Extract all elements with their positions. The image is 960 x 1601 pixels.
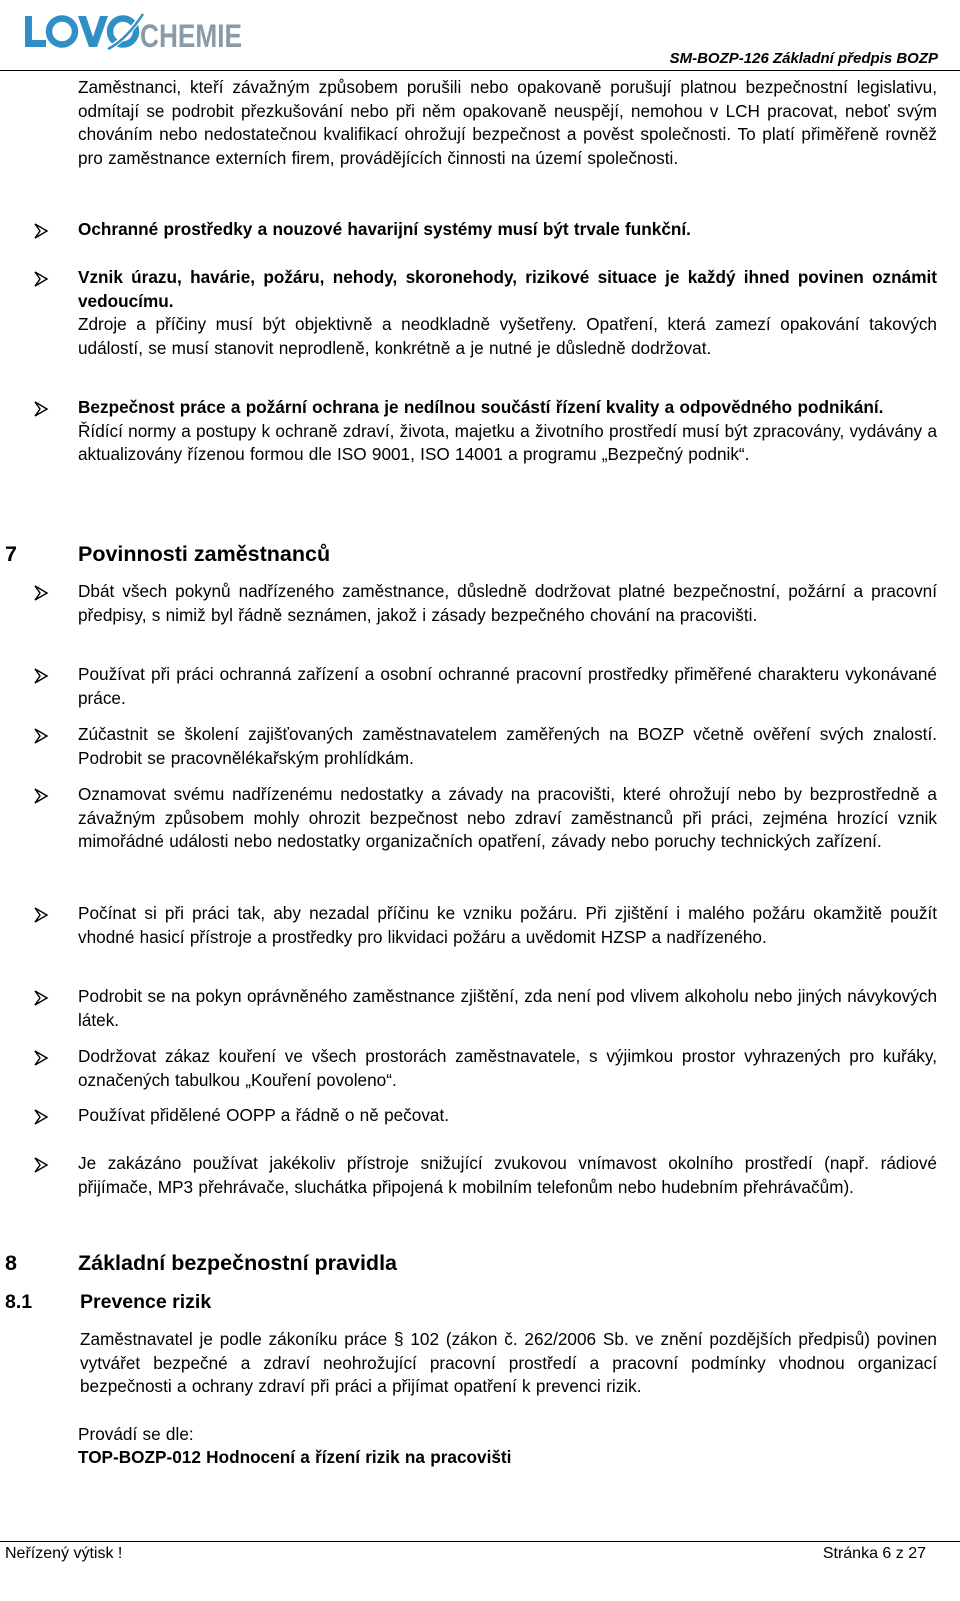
duty-item: Dodržovat zákaz kouření ve všech prostorách zaměstnavatele, s výjimkou prostor vyhrazených pro kuřáky, označených tabulkou „Kouření povoleno“.	[78, 1046, 937, 1090]
section-title: Základní bezpečnostní pravidla	[78, 1251, 397, 1275]
footer-divider	[0, 1541, 960, 1542]
lovochemie-logo	[22, 10, 244, 54]
bullet-arrow-icon	[32, 399, 52, 419]
duty-item: Zúčastnit se školení zajišťovaných zaměstnavatelem zaměřených na BOZP včetně ověření svých znalostí. Podrobit se pracovnělékařským prohlídkám.	[78, 724, 937, 768]
bullet-arrow-icon	[32, 905, 52, 925]
bullet-arrow-icon	[32, 583, 52, 603]
reference-document: TOP-BOZP-012 Hodnocení a řízení rizik na pracovišti	[78, 1447, 512, 1467]
bullet-arrow-icon	[32, 988, 52, 1008]
bullet-arrow-icon	[32, 666, 52, 686]
rule-text: Zdroje a příčiny musí být objektivně a neodkladně vyšetřeny. Opatření, která zamezí opakování takových událostí, se musí stanovit neprodleně, konkrétně a je nutné je důsledně dodržovat.	[78, 314, 937, 358]
header-divider	[0, 70, 960, 71]
rule-text: Řídící normy a postupy k ochraně zdraví, života, majetku a životního prostředí musí být zpracovány, vydávány a aktualizovány řízenou formou dle ISO 9001, ISO 14001 a programu „Bezpečný podnik“.	[78, 420, 937, 465]
section-number: 7	[5, 542, 17, 566]
subsection-title: Prevence rizik	[80, 1291, 212, 1313]
duty-item: Oznamovat svému nadřízenému nedostatky a závady na pracovišti, které ohrožují nebo by bezprostředně a závažným způsobem mohly ohrozit bezpečnost nebo zdraví zaměstnanců při práci, zejména hrozící vznik mimořádné události nebo nedostatky organizačních opatření, závady nebo poruchy technických zařízení.	[78, 784, 937, 852]
duty-item: Počínat si při práci tak, aby nezadal příčinu ke vzniku požáru. Při zjištění i malého požáru okamžitě použít vhodné hasicí přístroje a prostředky pro likvidaci požáru a uvědomit HZSP a nadřízeného.	[78, 903, 937, 947]
document-code: SM-BOZP-126 Základní předpis BOZP	[669, 50, 938, 67]
footer-page-number: Stránka 6 z 27	[822, 1545, 926, 1562]
rule-bold: Ochranné prostředky a nouzové havarijní systémy musí být trvale funkční.	[78, 219, 691, 239]
bullet-arrow-icon	[32, 1107, 52, 1127]
rule-item	[78, 266, 937, 360]
performed-by-label: Provádí se dle:	[78, 1424, 194, 1444]
svg-text:CHEMIE: CHEMIE	[140, 18, 242, 54]
intro-paragraph: Zaměstnanci, kteří závažným způsobem porušili nebo opakovaně porušují platnou bezpečnostní legislativu, odmítají se podrobit přezkušování nebo při něm opakovaně neuspějí, nemohou v LCH pracovat, neboť svým chováním nebo nedostatečnou kvalifikací ohrožují bezpečnost a pověst společnosti. To platí přiměřeně rovněž pro zaměstnance externích firem, provádějících činnosti na území společnosti.	[78, 77, 937, 168]
duty-item: Dbát všech pokynů nadřízeného zaměstnance, důsledně dodržovat platné bezpečnostní, požární a pracovní předpisy, s nimiž byl řádně seznámen, jakož i zásady bezpečného chování na pracovišti.	[78, 581, 937, 625]
page-header	[0, 0, 960, 72]
duty-item: Podrobit se na pokyn oprávněného zaměstnance zjištění, zda není pod vlivem alkoholu nebo jiných návykových látek.	[78, 986, 937, 1030]
rule-item	[78, 218, 937, 242]
duty-item: Používat přidělené OOPP a řádně o ně pečovat.	[78, 1105, 450, 1125]
rule-item	[78, 396, 937, 467]
bullet-arrow-icon	[32, 1155, 52, 1175]
bullet-arrow-icon	[32, 786, 52, 806]
section-title: Povinnosti zaměstnanců	[78, 542, 331, 566]
bullet-arrow-icon	[32, 221, 52, 241]
prevention-paragraph	[80, 1328, 937, 1399]
subsection-number: 8.1	[5, 1291, 33, 1313]
rule-bold: Vznik úrazu, havárie, požáru, nehody, skoronehody, rizikové situace je každý ihned povinen oznámit vedoucímu.	[78, 267, 937, 311]
bullet-arrow-icon	[32, 269, 52, 289]
duty-item: Je zakázáno používat jakékoliv přístroje snižující zvukovou vnímavost okolního prostředí (např. rádiové přijímače, MP3 přehrávače, sluchátka připojená k mobilním telefonům nebo hudebním přehrávačům).	[78, 1153, 937, 1197]
footer-uncontrolled-copy: Neřízený výtisk !	[5, 1545, 123, 1562]
section-number: 8	[5, 1251, 17, 1275]
prevention-text: Zaměstnavatel je podle zákoníku práce § 102 (zákon č. 262/2006 Sb. ve znění pozdějších předpisů) povinen vytvářet bezpečné a zdraví neohrožující pracovní prostředí a pracovní podmínky vhodnou organizací bezpečnosti a ochrany zdraví při práci a přijímat opatření k prevenci rizik.	[80, 1329, 937, 1397]
bullet-arrow-icon	[32, 1048, 52, 1068]
bullet-arrow-icon	[32, 726, 52, 746]
rule-bold: Bezpečnost práce a požární ochrana je nedílnou součástí řízení kvality a odpovědného podnikání.	[78, 397, 884, 417]
duty-item: Používat při práci ochranná zařízení a osobní ochranné pracovní prostředky přiměřené charakteru vykonávané práce.	[78, 664, 937, 708]
